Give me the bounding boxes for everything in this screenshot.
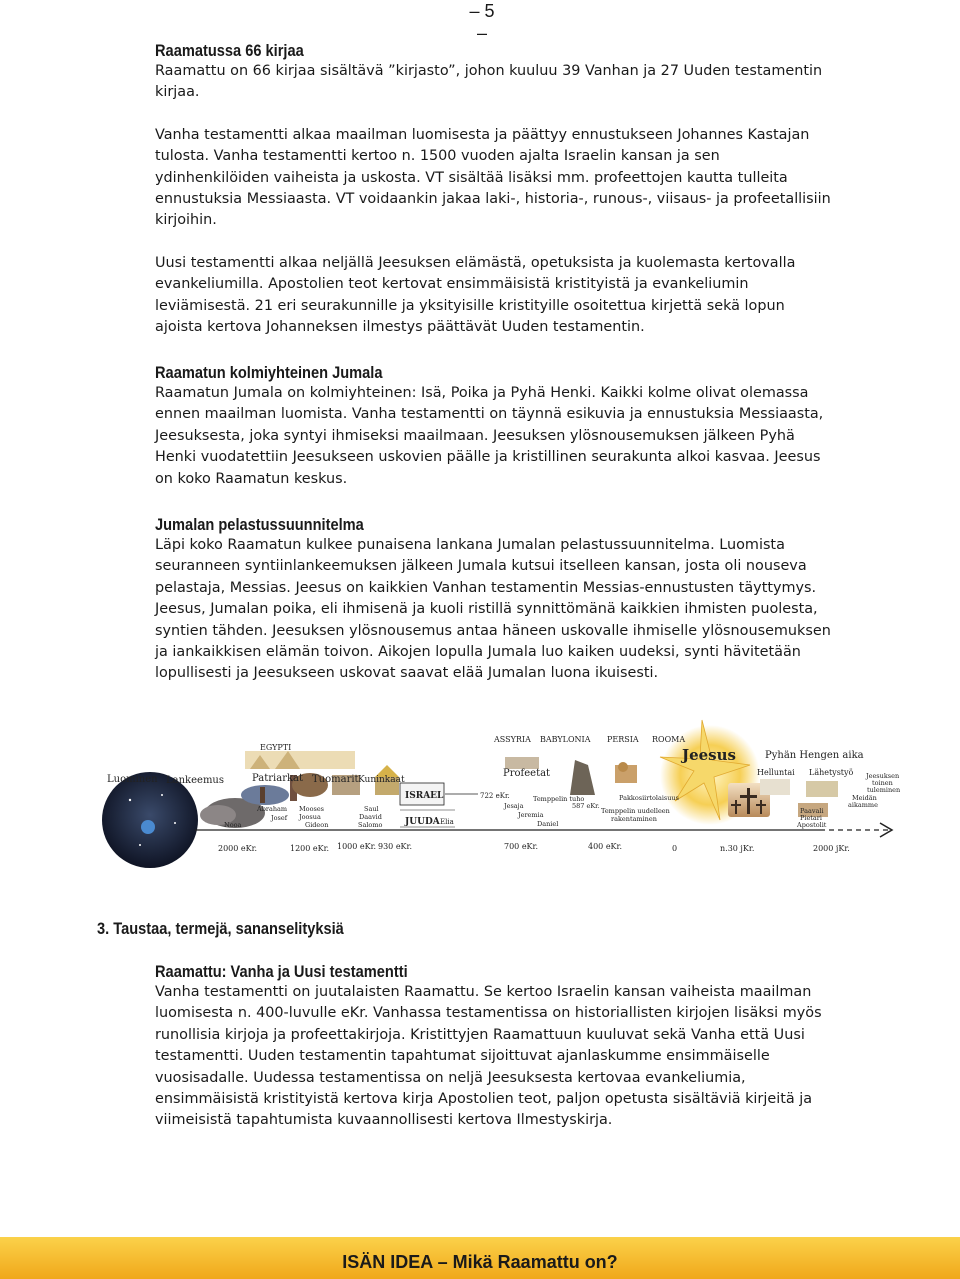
tl-label: Joosua [299, 813, 321, 821]
tl-label: 587 eKr. [572, 802, 600, 810]
tl-label: rakentaminen [611, 815, 657, 823]
tl-label: Daniel [537, 820, 559, 828]
tl-label: ROOMA [652, 735, 686, 744]
tl-label: Lähetystyö [809, 768, 854, 777]
tl-label: Elia [440, 818, 454, 826]
tl-label: Jeremia [518, 811, 544, 819]
earth-icon [141, 820, 155, 834]
tl-label: Gideon [305, 821, 329, 829]
tl-date: 0 [672, 844, 678, 853]
section-heading: Jumalan pelastussuunnitelma [155, 515, 364, 534]
tl-label: PERSIA [607, 735, 639, 744]
tl-date: n.30 jKr. [720, 844, 755, 853]
tl-label: Luominen [107, 774, 158, 785]
tl-date: 400 eKr. [588, 842, 623, 851]
tl-label: EGYPTI [260, 743, 292, 752]
paragraph: Vanha testamentti on juutalaisten Raamattu. Se kertoo Israelin kansan vaiheista maailman luomisesta n. 400-luvulle eKr. Vanhassa testamentissa on historiallisten kirjojen lisäksi myös runollisia kirjoja ja profeettakirjoja. Kristittyjen Raamattuun kuuluvat sekä Vanha että Uusi testamentti. Uuden testamentin tapahtumat sijoittuvat ajanlaskumme ensimmäiselle vuosisadalle. Uudessa testamentissa on neljä Jeesuksesta kertovaa evankeliumia, ensimmäisistä kristityistä kertova kirja Apostolien teot, paljon opetusta sisältäviä kirjeitä ja viimeisistä tapahtumista kuvaannollisesti kertova Ilmestyskirja. [155, 984, 822, 1129]
tl-label: Temppelin tuho [533, 795, 585, 803]
tl-date: 2000 eKr. [218, 844, 258, 853]
tl-label: Paavali [800, 807, 824, 815]
section-heading: Raamattu: Vanha ja Uusi testamentti [155, 962, 408, 981]
tl-date: 1200 eKr. [290, 844, 330, 853]
tl-label: tuleminen [867, 786, 900, 794]
tl-label: Josef [271, 814, 288, 822]
tl-label: BABYLONIA [540, 735, 591, 744]
tl-label: Profeetat [503, 768, 551, 779]
tl-label: Pakkosiirtolaisuus [619, 794, 679, 802]
tl-label: ISRAEL [405, 791, 444, 801]
chapter-title: 3. Taustaa, termejä, sananselityksiä [97, 919, 344, 938]
section-triune-god [155, 362, 835, 490]
section-heading: Raamatussa 66 kirjaa [155, 41, 304, 60]
paragraph: Uusi testamentti alkaa neljällä Jeesuksen elämästä, opetuksista ja kuolemasta kertovalla evankeliumilla. Apostolien teot kertovat ensimmäisistä kristityistä ja evankeliumin leviämisestä. 21 eri seurakunnille ja yksityisille kristityille osoitettua kirjettä sekä lopun ajoista kertova Johanneksen ilmestys päättävät Uuden testamentin. [155, 254, 796, 336]
tl-label: Jesaja [504, 802, 524, 810]
tl-date: 1000 eKr. [337, 842, 377, 851]
tl-label: Abraham [257, 805, 288, 813]
tl-label: Daavid [359, 813, 382, 821]
section-66-books [155, 40, 835, 338]
tl-label: Temppelin uudelleen [601, 807, 670, 815]
tl-label: JUUDA [405, 817, 440, 827]
bible-timeline-illustration [100, 705, 900, 870]
tl-label: Jeesuksen [866, 772, 900, 780]
creation-globe [102, 772, 198, 868]
paragraph: Raamattu on 66 kirjaa sisältävä ”kirjasto”, johon kuuluu 39 Vanhan ja 27 Uuden testamentin kirjaa. [155, 63, 823, 101]
tl-label: Lankeemus [166, 775, 224, 786]
footer-title: ISÄN IDEA – Mikä Raamattu on? [342, 1252, 618, 1272]
tl-label: aikamme [848, 801, 878, 809]
paragraph: Vanha testamentti alkaa maailman luomisesta ja päättyy ennustukseen Johannes Kastajan tulosta. Vanha testamentti kertoo n. 1500 vuoden ajalta Israelin kansan ja sen ydinhenkilöiden vaiheista ja uskosta. VT sisältää lisäksi mm. profeettojen kautta tulleita ennustuksia Messiaasta. VT voidaankin jakaa laki-, historia-, runous-, viisaus- ja profeetallisiin kirjoihin. [155, 126, 831, 229]
tl-label: Pietari [800, 814, 822, 822]
paragraph: Läpi koko Raamatun kulkee punaisena lankana Jumalan pelastussuunnitelma. Luomista seuranneen syntiinlankeemuksen jälkeen Jumala kutsui itselleen kansan, josta oli nouseva pelastaja, Messias. Jeesus on kaikkien Vanhan testamentin Messias-ennustusten täyttymys. Jeesus, Jumalan poika, eli ihmisenä ja kuoli ristillä synnittömänä kaikkien ihmisten puolesta, syntien tähden. Jeesuksen ylösnousemus antaa häneen uskovalle ihmiselle ylösnousemuksen ja iankaikkisen elämän toivon. Aikojen lopulla Jumala luo kaiken uudeksi, synti hävitetään lopullisesti ja Jeesukseen uskovat saavat elää Jumalan luona ikuisesti. [155, 537, 831, 682]
tl-label: Jeesus [682, 746, 736, 764]
tl-label: Nooa [224, 821, 242, 829]
tl-label: Apostolit [797, 821, 827, 829]
tl-label: Meidän [852, 794, 877, 802]
paragraph: Raamatun Jumala on kolmiyhteinen: Isä, Poika ja Pyhä Henki. Kaikki kolme olivat olemassa ennen maailman luomista. Vanha testamentti on täynnä esikuvia ja ennustuksia Messiaasta, Jeesuksesta, joka syntyi ihmiseksi maailmaan. Jeesuksen ylösnousemuksen jälkeen Pyhä Henki vuodatettiin Jeesukseen uskovien päälle ja kristillinen seurakunta alkoi kasvaa. Jeesus on koko Raamatun keskus. [155, 385, 824, 487]
tl-date: 930 eKr. [378, 842, 413, 851]
page-number: – 5 – [469, 1, 495, 43]
tl-label: ASSYRIA [494, 735, 531, 744]
section-old-new-testament [155, 961, 835, 1132]
tl-date: 2000 jKr. [813, 844, 850, 853]
tl-label: Kuninkaat [358, 775, 405, 785]
tl-date: 700 eKr. [504, 842, 539, 851]
tl-label: Saul [364, 805, 379, 813]
tl-label: toinen [872, 779, 893, 787]
tl-label: 722 eKr. [480, 792, 510, 800]
tl-label: Helluntai [757, 768, 795, 777]
tl-label: Pyhän Hengen aika [765, 750, 864, 761]
tl-label: Tuomarit [312, 774, 359, 785]
tl-label: Mooses [299, 805, 325, 813]
section-salvation-plan [155, 514, 835, 685]
tl-label: Patriarkat [252, 773, 304, 784]
section-heading: Raamatun kolmiyhteinen Jumala [155, 363, 383, 382]
tl-label: Salomo [358, 821, 383, 829]
